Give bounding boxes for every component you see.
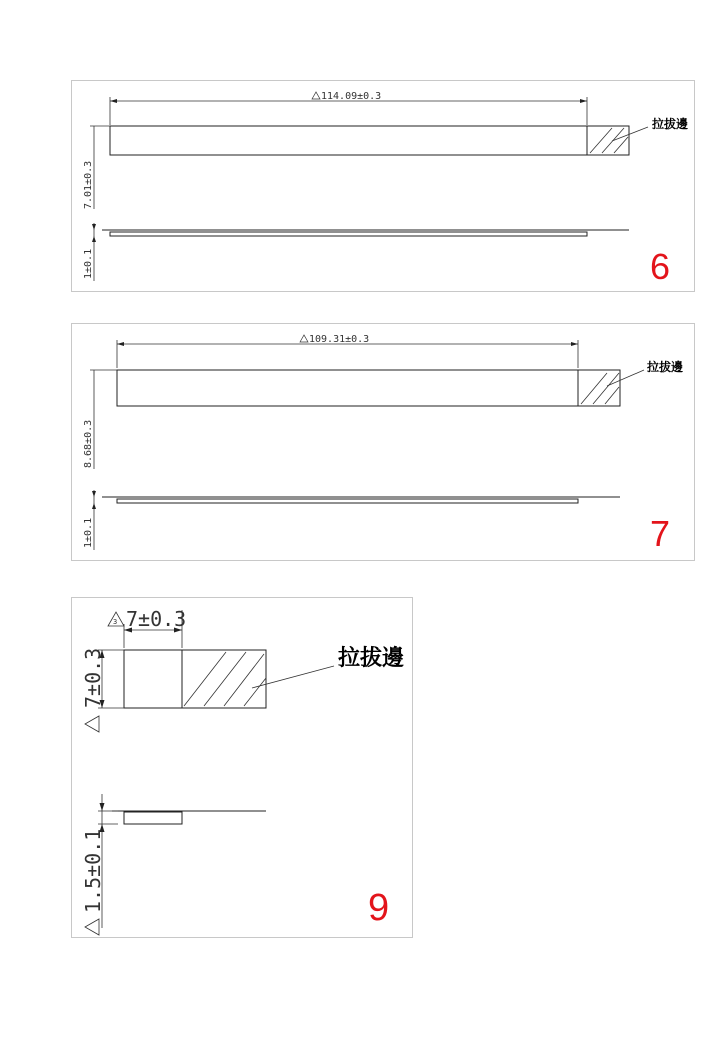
- ref-triangle-icon: [85, 919, 99, 935]
- panel-number: 9: [368, 887, 390, 929]
- pull-edge-callout: 拉拔邊: [647, 360, 684, 374]
- hatch-line: [605, 387, 619, 404]
- width-dimension-label: 7.01±0.3: [83, 160, 94, 209]
- ref-triangle-icon: [300, 335, 308, 342]
- drawing-7-svg: [72, 324, 696, 562]
- callout-leader-line: [612, 127, 648, 141]
- drawing-panel-9: [71, 597, 413, 938]
- drawing-panel-6: [71, 80, 695, 292]
- length-dimension-label: 109.31±0.3: [309, 334, 370, 345]
- strip-side-view: [117, 499, 578, 503]
- arrowhead: [92, 503, 96, 509]
- arrowhead: [92, 491, 96, 497]
- thickness-dimension-label: 1±0.1: [83, 248, 94, 279]
- strip-top-view: [110, 126, 587, 155]
- pad-side-view: [124, 812, 182, 824]
- arrowhead: [571, 342, 578, 346]
- hatch-line: [224, 654, 264, 706]
- pad-top-view: [124, 650, 182, 708]
- arrowhead: [100, 803, 105, 811]
- drawing-6-svg: [72, 81, 696, 293]
- pull-tab-hatched-area: [182, 650, 266, 708]
- hatch-line: [593, 373, 619, 404]
- hatch-line: [581, 373, 607, 404]
- ref-triangle-icon: [85, 716, 99, 732]
- hatch-line: [204, 652, 246, 706]
- callout-leader-line: [252, 666, 334, 688]
- panel-number: 6: [650, 246, 671, 287]
- arrowhead: [92, 224, 96, 230]
- thickness-dimension-label: 1±0.1: [83, 517, 94, 548]
- pull-edge-callout: 拉拔邊: [652, 117, 689, 131]
- drawing-panel-7: [71, 323, 695, 561]
- pull-tab-hatched-area: [587, 126, 629, 155]
- width-dimension-label: 8.68±0.3: [83, 419, 94, 468]
- length-dimension-label: 7±0.3: [126, 607, 187, 631]
- drawing-9-svg: [72, 598, 414, 939]
- hatch-line: [184, 652, 226, 706]
- arrowhead: [110, 99, 117, 103]
- length-dimension-label: 114.09±0.3: [321, 91, 382, 102]
- arrowhead: [117, 342, 124, 346]
- hatch-line: [244, 678, 266, 706]
- panel-number: 7: [650, 513, 671, 554]
- ref-mark-number: 3: [113, 618, 118, 626]
- pull-edge-callout: 拉拔邊: [338, 646, 405, 671]
- strip-top-view: [117, 370, 578, 406]
- arrowhead: [92, 236, 96, 242]
- arrowhead: [580, 99, 587, 103]
- hatch-line: [590, 128, 612, 153]
- thickness-dimension-label: 1.5±0.1: [81, 828, 105, 913]
- width-dimension-label: 7±0.3: [81, 647, 105, 708]
- strip-side-view: [110, 232, 587, 236]
- ref-triangle-icon: [312, 92, 320, 99]
- callout-leader-line: [607, 370, 644, 386]
